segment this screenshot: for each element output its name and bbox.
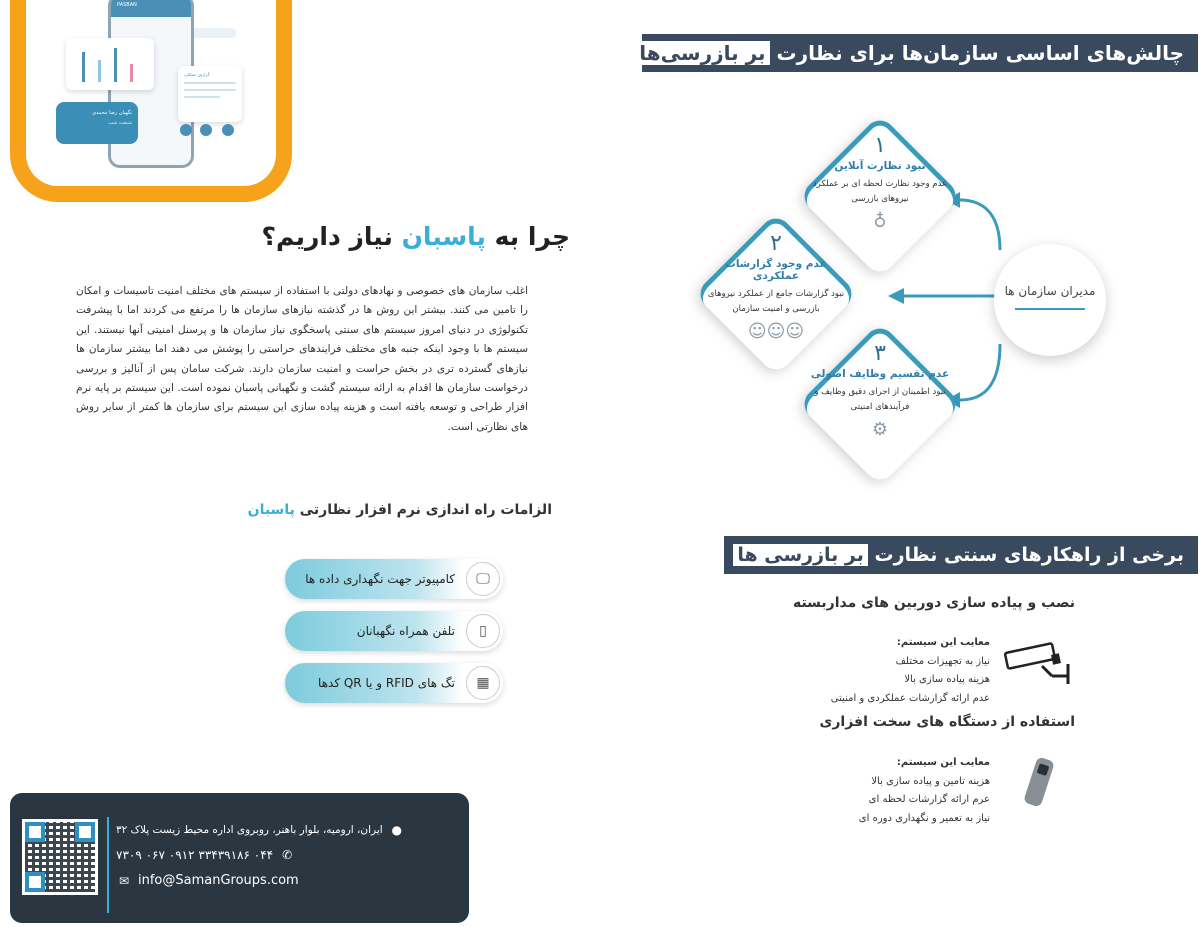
flaws-title: معایب این سیستم: (896, 637, 990, 648)
challenge-title: عدم تقسیم وظایف اصولی (810, 368, 950, 380)
method-title-1: نصب و پیاده سازی دوربین های مداربسته (792, 595, 1075, 611)
requirement-label: تلفن همراه نگهبانان (356, 624, 455, 638)
why-title-prefix: چرا به (494, 222, 570, 251)
flaw-item: عدم ارائه گزارشات عملکردی و امنیتی (830, 692, 990, 704)
requirement-item-1 (285, 559, 503, 599)
flaw-item: هزینه پیاده سازی بالا (904, 674, 990, 685)
why-title-suffix: نیاز داریم؟ (261, 222, 393, 251)
handheld-device-icon (1020, 756, 1058, 808)
phone-report-card (178, 66, 242, 122)
email-link[interactable]: info@SamanGroups.com (138, 873, 299, 888)
qr-icon: ▦ (466, 666, 500, 700)
address-text: ایران، ارومیه، بلوار باهنر، روبروی اداره محیط زیست پلاک ۳۲ (116, 824, 383, 836)
phone-dot-icon (180, 124, 192, 136)
gear-icon: ⚙ (871, 419, 889, 440)
contact-footer (10, 793, 469, 923)
email-row (116, 873, 430, 888)
traditional-title (724, 536, 1198, 574)
flaw-item: نیاز به تعمیر و نگهداری دوره ای (858, 812, 990, 824)
why-title-brand: پاسبان (401, 222, 486, 251)
phone-dot-icon (222, 124, 234, 136)
why-title (250, 222, 570, 251)
challenge-desc: نبود اطمینان از اجرای دقیق وظایف و فرآیندهای امنیتی (814, 387, 946, 412)
flaw-item: عرم ارائه گزارشات لحظه ای (868, 794, 990, 805)
requirement-label: کامپیوتر جهت نگهداری داده ها (305, 572, 455, 586)
computer-icon: 🖵 (466, 562, 500, 596)
challenges-title (639, 34, 1198, 72)
flaws-title: معایب این سیستم: (896, 757, 990, 768)
qr-code-icon (22, 819, 98, 895)
traditional-title-highlight: بر بازرسی ها (733, 544, 868, 566)
challenge-desc: عدم وجود نظارت لحظه ای بر عملکرد نیروهای بازرسی (812, 179, 948, 204)
challenges-title-highlight: بر بازرسی‌ها (635, 41, 769, 65)
managers-label: مدیران سازمان ها (1004, 284, 1096, 298)
requirement-item-2 (285, 611, 503, 651)
phone-user-role: شیفت شب (108, 120, 132, 126)
requirement-item-3 (285, 663, 503, 703)
challenge-desc: نبود گزارشات جامع از عملکرد نیروهای بازرسی و امنیت سازمان (707, 289, 845, 314)
mobile-icon: ▯ (466, 614, 500, 648)
flaw-item: نیاز به تجهیزات مختلف (895, 655, 990, 667)
people-icon: ☺☺☺ (747, 321, 805, 342)
challenge-number: ۳ (874, 341, 886, 366)
challenge-title: عدم وجود گزارشات عملکردی (725, 258, 827, 282)
challenge-item-3 (796, 320, 964, 488)
phone-user-card (56, 102, 138, 144)
method-title-2: استفاده از دستگاه های سخت افزاری (819, 714, 1075, 730)
challenges-title-part1: چالش‌های اساسی سازمان‌ها برای نظارت (776, 41, 1184, 65)
location-pin-icon: ● (391, 823, 402, 837)
phone-chart-card (66, 38, 154, 90)
cctv-camera-icon (1002, 640, 1074, 686)
traditional-title-part1: برخی از راهکارهای سنتی نظارت (874, 544, 1184, 566)
method-flaws-2 (780, 754, 990, 828)
mail-icon: ✉ (118, 873, 130, 888)
challenge-title: نبود نظارت آنلاین (834, 160, 926, 172)
requirements-title (240, 502, 552, 518)
flaw-item: هزینه تامین و پیاده سازی بالا (871, 775, 990, 787)
phone-user-name: نگهبان رضا محمدی (92, 110, 132, 116)
requirements-title-prefix: الزامات راه اندازی نرم افزار نظارتی (299, 502, 552, 518)
method-flaws-1 (780, 634, 990, 708)
phone-app-name: PASBAN (117, 2, 137, 8)
phone-icon: ✆ (282, 848, 293, 862)
address-row (116, 823, 430, 837)
managers-circle (994, 244, 1106, 356)
requirements-title-brand: پاسبان (247, 502, 295, 518)
why-paragraph: اغلب سازمان های خصوصی و نهادهای دولتی با استفاده از سیستم های مختلف امنیت تاسیسات و امکان را تامین می کنند. بیشتر این روش ها در گذشته نیازهای سازمان ها را مرتفع می کردند اما با پیشرفت تکنولوژی در دنیای امروز سیستم های سنتی پاسخگوی نیاز سازمان ها و پرسنل امنیتی آنها نیستند. این سیستم ها با وجود اینکه جنبه های مختلف فرایندهای حراستی را پوشش می دهند اما بیشتر سازمان ها نیازهای گسترده تری در بخش حراست و امنیت سازمان دارند. شرکت سامان پس از آنالیز و بررسی درخواست سازمان ها اقدام به ارائه سیستم گشت و نگهبانی پاسبان نموده است. این سیستم بر پایه نرم افزار طراحی و توسعه یافته است و هزینه پیاده سازی این سیستم برای سازمان ها کمتر از سایر روش های نظارتی است. (76, 285, 528, 433)
phone-dot-icon (200, 124, 212, 136)
requirement-label: تگ های RFID و یا QR کدها (318, 676, 455, 690)
phone-text: ۰۴۴ ۳۳۴۳۹۱۸۶ ۰۹۱۲ ۰۶۷ ۷۳۰۹ (116, 848, 274, 862)
phone-report-title: گزارش عملکرد (184, 72, 210, 77)
lightbulb-icon: ♁ (873, 211, 887, 232)
challenge-number: ۲ (770, 231, 782, 256)
phone-row (116, 848, 430, 862)
challenge-number: ۱ (874, 133, 886, 158)
